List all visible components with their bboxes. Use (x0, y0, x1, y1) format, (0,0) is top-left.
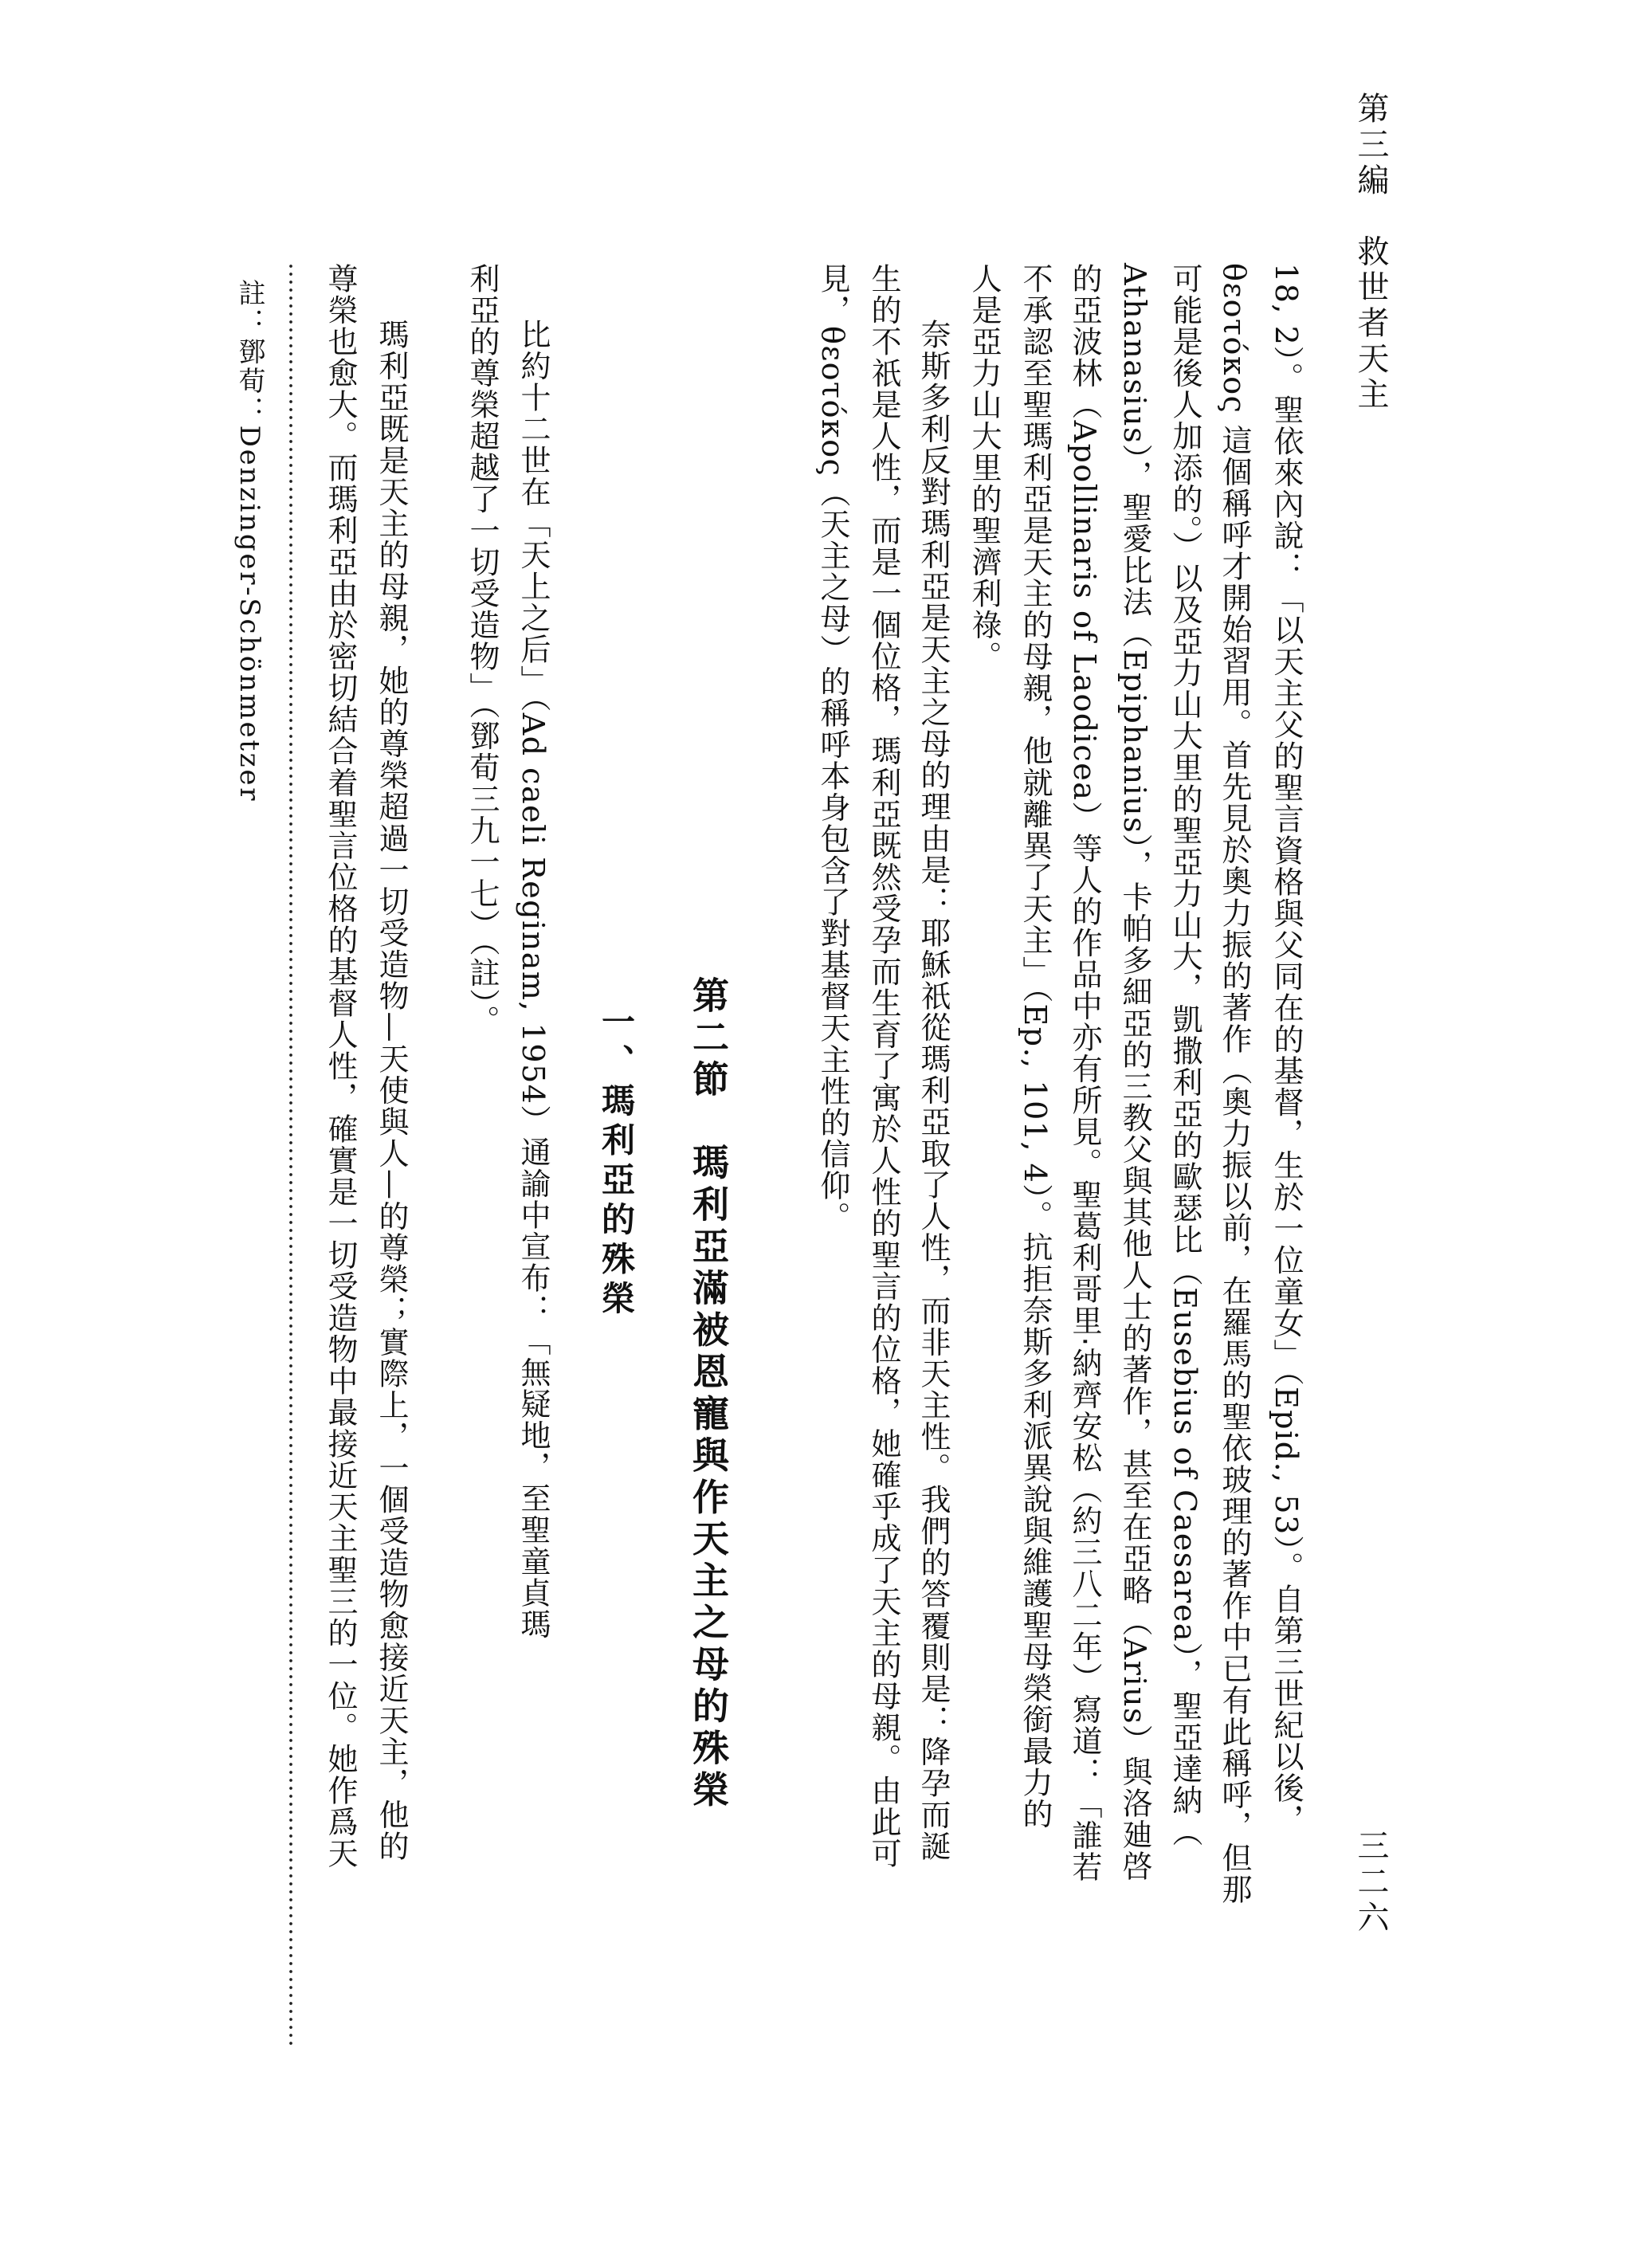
body-line-7: 人是亞力山大里的聖濟利祿。 (967, 263, 1002, 673)
body-line-14: 尊榮也愈大。而瑪利亞由於密切結合着聖言位格的基督人性，確實是一切受造物中最接近天主聖三的一位。她作爲天 (323, 263, 358, 1870)
page-number: 三二六 (1352, 1829, 1389, 1936)
body-line-6: 不承認至聖瑪利亞是天主的母親，他就離異了天主」（Ep., 101, 4）。抗拒奈斯多利派異說與維護聖母榮銜最力的 (1018, 263, 1053, 1830)
body-line-10: 見，θεοτόκος（天主之母）的稱呼本身包含了對基督天主性的信仰。 (815, 263, 850, 1233)
running-header: 第三編 救世者天主 (1352, 92, 1389, 414)
section-heading: 第二節 瑪利亞滿被恩寵與作天主之母的殊榮 (687, 976, 730, 1812)
footnote: 註：鄧荀：Denzinger-Schönmetzer (233, 279, 265, 803)
body-line-4: Athanasius），聖愛比法（Epiphanius），卡帕多細亞的三教父與其他人士的著作，甚至在亞略（Arius）與洛廸啓 (1117, 263, 1152, 1882)
body-line-11: 比約十二世在「天上之后」（Ad caeli Reginam, 1954）通諭中宣布：「無疑地，至聖童貞瑪 (516, 319, 551, 1641)
body-line-5: 的亞波林（Apollinaris of Laodicea）等人的作品中亦有所見。聖葛利哥里‧納齊安松（約三八二年）寫道：「誰若 (1067, 263, 1102, 1883)
body-line-3: 可能是後人加添的。）以及亞力山大里的聖亞力山大，凱撒利亞的歐瑟比（Eusebius of Caesarea），聖亞達納（ (1167, 263, 1202, 1848)
body-line-13: 瑪利亞既是天主的母親，她的尊榮超過一切受造物—天使與人—的尊榮；實際上，一個受造物愈接近天主，他的 (374, 319, 409, 1862)
body-line-1: 18, 2）。聖依來內說：「以天主父的聖言資格與父同在的基督，生於一位童女」（Epid., 53）。自第三世紀以後， (1269, 263, 1304, 1835)
body-line-12: 利亞的尊榮超越了一切受造物」（鄧荀三九一七）（註）。 (465, 263, 500, 1037)
footnote-divider (288, 263, 293, 2048)
body-line-8: 奈斯多利反對瑪利亞是天主之母的理由是：耶穌祇從瑪利亞取了人性，而非天主性。我們的答覆則是：降孕而誕 (916, 319, 951, 1862)
subsection-heading: 一、瑪利亞的殊榮 (597, 1004, 636, 1320)
body-line-9: 生的不祇是人性，而是一個位格，瑪利亞既然受孕而生育了寓於人性的聖言的位格，她確乎成了天主的母親。由此可 (866, 263, 901, 1870)
body-line-2: θεοτόκος 這個稱呼才開始習用。首先見於奧力振的著作（奧力振以前，在羅馬的聖依玻理的著作中已有此稱呼，但那 (1217, 263, 1252, 1905)
